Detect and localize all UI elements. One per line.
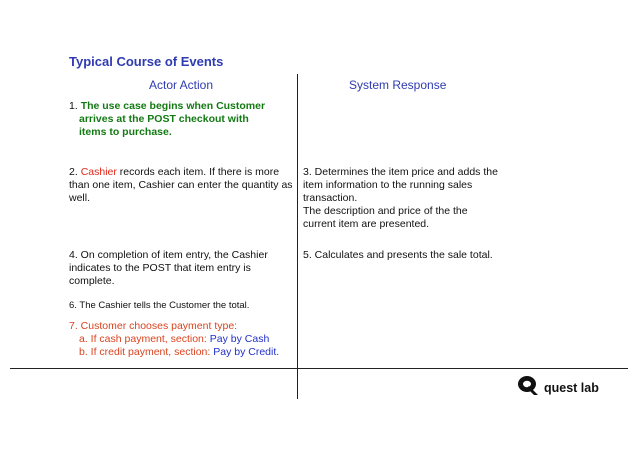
step-1-line-2: arrives at the POST checkout with [79,113,249,125]
quest-lab-logo-text: quest lab [544,380,599,395]
step-6: 6. The Cashier tells the Customer the total. [69,300,250,311]
step-3-note: The description and price of the the current item are presented. [303,205,468,230]
step-3-text: 3. Determines the item price and adds the item information to the running sales transaction. [303,166,498,204]
step-1-number: 1. [69,100,78,112]
step-7-option-a [69,333,294,346]
step-7-option-b-text: b. If credit payment, section: [79,346,211,358]
step-2-actor: Cashier [80,166,117,178]
step-7-option-a-text: a. If cash payment, section: [79,333,207,345]
step-4: 4. On completion of item entry, the Cashier indicates to the POST that item entry is complete. [69,249,268,287]
step-1-line-1: The use case begins when Customer [80,100,266,112]
step-1-line-3: items to purchase. [79,126,172,138]
column-header-system-response: System Response [349,78,447,92]
step-2-number: 2. [69,166,78,178]
pay-by-credit-link[interactable]: Pay by Credit. [213,346,280,358]
quest-lab-logo-icon [516,374,540,401]
quest-lab-logo [516,374,599,401]
column-divider [297,74,298,399]
step-7-option-b [69,346,294,359]
step-7-heading: 7. Customer chooses payment type: [69,320,238,332]
step-3 [303,166,503,231]
step-5: 5. Calculates and presents the sale total. [303,249,493,261]
pay-by-cash-link[interactable]: Pay by Cash [209,333,270,345]
step-2-text: records each item. If there is more than one item, Cashier can enter the quantity as well. [69,166,293,204]
step-1 [69,100,289,139]
step-2 [69,166,294,205]
footer-divider [10,368,628,369]
column-header-actor-action: Actor Action [149,78,214,92]
page-title: Typical Course of Events [69,54,224,69]
step-7 [69,320,294,359]
